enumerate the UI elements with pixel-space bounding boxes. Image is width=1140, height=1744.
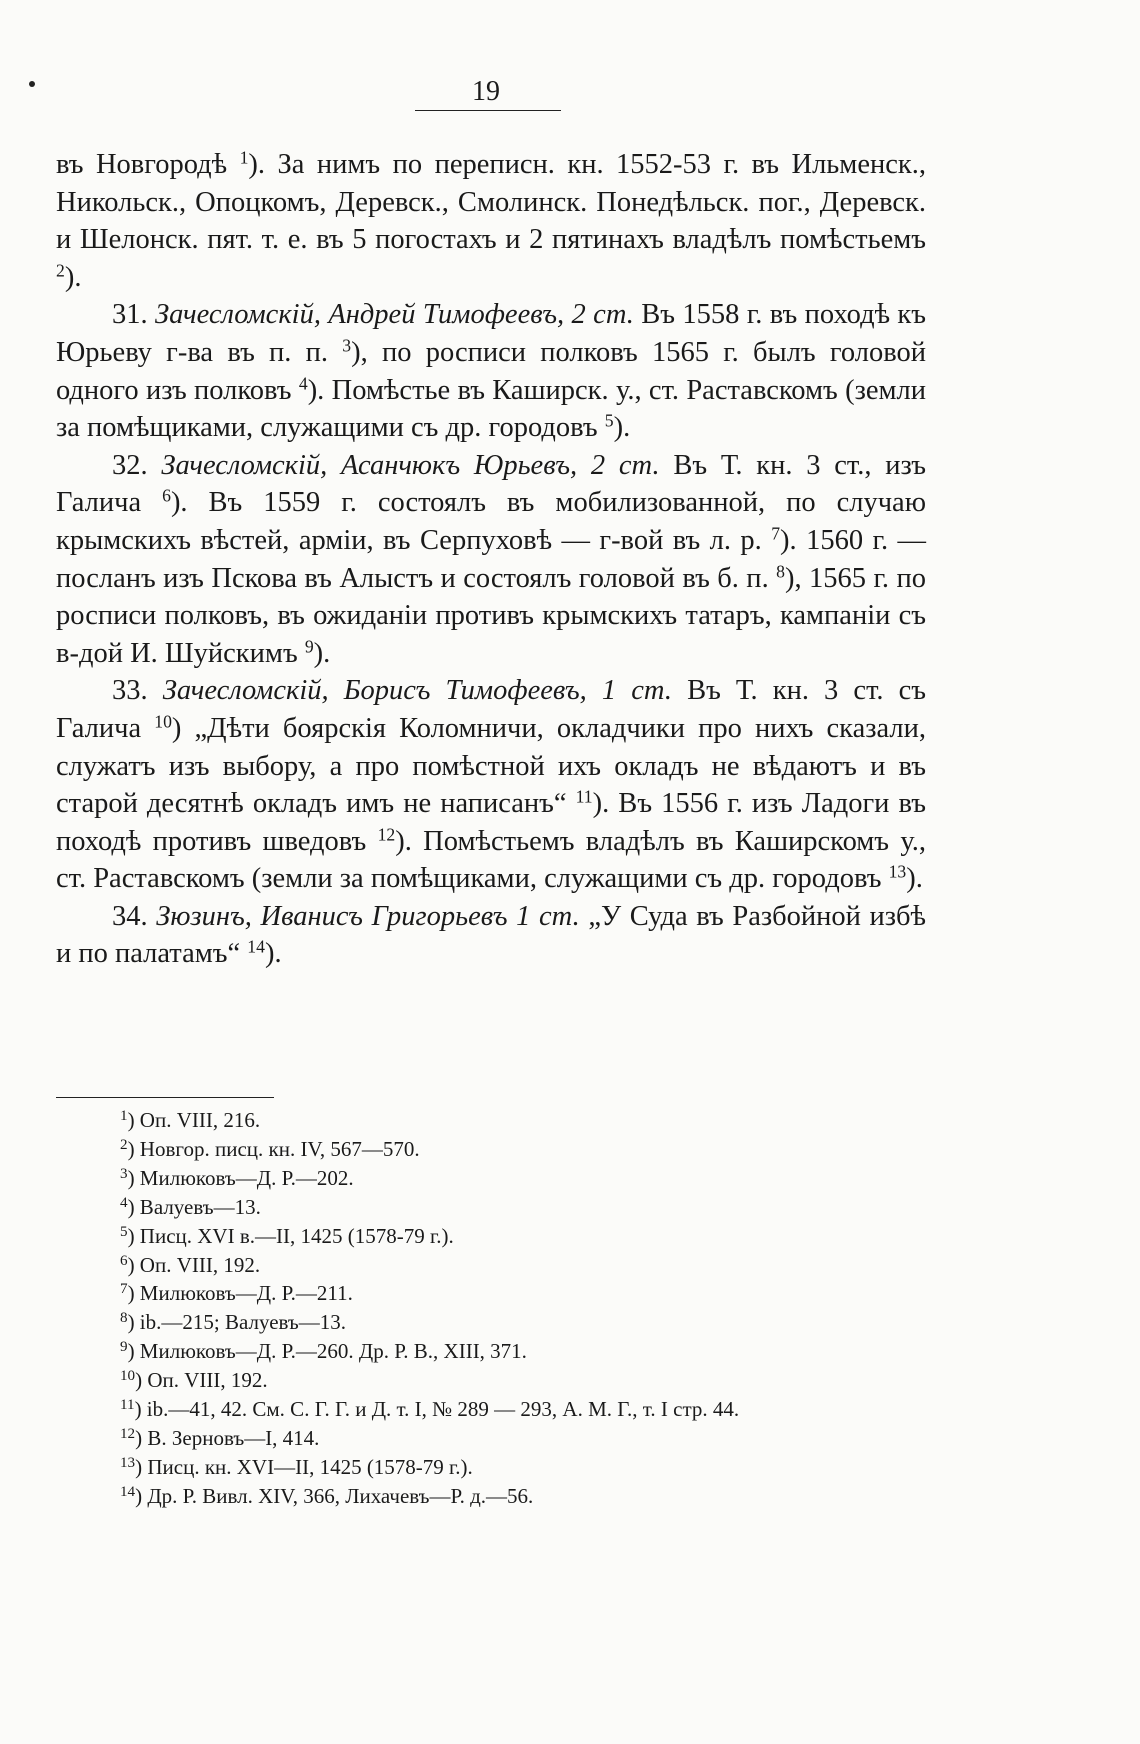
entry-name: Зачесломскій, Асанчюкъ Юрьевъ, 2 ст. [161, 449, 660, 481]
footnote-text: ) ib.—41, 42. См. С. Г. Г. и Д. т. I, № 289 — 293, А. М. Г., т. I стр. 44. [134, 1397, 740, 1422]
text-run: Въ 1558 г. въ походѣ къ Юрьеву г-ва въ п. п. [56, 299, 927, 368]
text-run: Въ Т. кн. 3 ст., изъ Галича [56, 449, 927, 519]
footnote-ref[interactable]: 14 [247, 936, 265, 957]
footnote-text: ) Оп. VIII, 192. [135, 1368, 268, 1393]
footnote-ref[interactable]: 5 [604, 410, 614, 431]
footnote-ref[interactable]: 7 [771, 523, 781, 544]
text-run: ). [313, 637, 331, 669]
footnote-ref[interactable]: 3 [342, 335, 352, 356]
footnote-marker: 2 [120, 1137, 128, 1154]
footnote-text: ) Милюковъ—Д. Р.—260. Др. Р. В., XIII, 371. [127, 1339, 527, 1364]
footnote-1 [56, 1106, 936, 1135]
footnote-5 [56, 1222, 936, 1251]
footnote-ref[interactable]: 2 [56, 260, 65, 281]
footnote-text: ) Др. Р. Вивл. XIV, 366, Лихачевъ—Р. д.—56. [135, 1483, 534, 1508]
footnote-2 [56, 1135, 936, 1164]
main-text [56, 146, 926, 973]
entry-name: Зюзинъ, Иванисъ Григорьевъ 1 ст. [156, 900, 580, 932]
paragraph-continuation [56, 146, 926, 296]
footnote-text: ) Оп. VIII, 192. [127, 1252, 261, 1277]
entry-name: Зачесломскій, Андрей Тимофеевъ, 2 ст. [155, 299, 634, 331]
footnote-text: ) Писц. XVI в.—II, 1425 (1578-79 г.). [127, 1223, 454, 1248]
footnote-text: ) Милюковъ—Д. Р.—211. [127, 1281, 353, 1306]
footnote-text: ) Новгор. писц. кн. IV, 567—570. [127, 1136, 420, 1161]
footnote-ref[interactable]: 8 [776, 560, 785, 581]
footnote-marker: 3 [120, 1166, 128, 1183]
footnote-ref[interactable]: 10 [154, 711, 172, 732]
text-run: ). 1560 г. — посланъ изъ Пскова въ Алыстъ и состоялъ головой въ б. п. [56, 524, 926, 594]
entry-number: 34. [112, 900, 157, 932]
text-run: ). Помѣстьемъ владѣлъ въ Каширскомъ у., ст. Раставскомъ (земли за помѣщиками, служащими съ др. городовъ [56, 825, 926, 895]
entry-number: 32. [112, 449, 162, 481]
footnote-ref[interactable]: 4 [298, 372, 308, 393]
page-number: 19 [472, 76, 500, 107]
footnote-rule [56, 1097, 274, 1098]
text-run: „У Суда въ Разбойной избѣ и по палатамъ“ [56, 900, 927, 970]
text-run: ). [264, 938, 282, 970]
entry-32 [56, 447, 926, 673]
footnote-text: ) В. Зерновъ—I, 414. [135, 1425, 320, 1450]
text-run: ). Въ 1556 г. изъ Ладоги въ походѣ противъ шведовъ [56, 788, 926, 857]
footnote-marker: 6 [120, 1252, 128, 1269]
footnote-marker: 13 [120, 1455, 136, 1472]
footnote-text: ) Валуевъ—13. [127, 1194, 261, 1219]
entry-number: 31. [112, 299, 156, 331]
footnote-marker: 1 [120, 1108, 128, 1125]
footnote-6 [56, 1251, 936, 1280]
text-run: ). За нимъ по переписн. кн. 1552-53 г. въ Ильменск., Никольск., Опоцкомъ, Деревск., Смолинск. Понедѣльск. пог., Деревск. и Шелонск. пят. т. е. въ 5 погостахъ и 2 пятинахъ владѣлъ помѣстьемъ [56, 149, 926, 256]
footnote-marker: 12 [120, 1426, 136, 1443]
footnote-ref[interactable]: 13 [888, 861, 907, 882]
footnote-14 [56, 1482, 936, 1511]
footnote-13 [56, 1453, 936, 1482]
text-run: ), 1565 г. по росписи полковъ, въ ожиданіи противъ крымскихъ татаръ, кампаніи съ в-дой И. Шуйскимъ [56, 562, 926, 669]
footnote-marker: 7 [120, 1281, 128, 1298]
entry-number: 33. [112, 675, 163, 707]
footnote-marker: 14 [120, 1483, 136, 1500]
footnote-marker: 9 [120, 1339, 128, 1356]
footnote-text: ) Писц. кн. XVI—II, 1425 (1578-79 г.). [135, 1454, 473, 1479]
footnote-marker: 4 [120, 1194, 128, 1211]
footnotes [56, 1106, 936, 1511]
footnote-7 [56, 1279, 936, 1308]
text-run: ) „Дѣти боярскія Коломничи, окладчики про нихъ сказали, служатъ изъ выбору, а про помѣстной ихъ окладъ не вѣдаютъ и въ старой десятнѣ окладъ имъ не написанъ“ [56, 712, 927, 820]
footnote-12 [56, 1424, 936, 1453]
text-run: ). Помѣстье въ Каширск. у., ст. Раставскомъ (земли за помѣщиками, служащими съ др. городовъ [56, 374, 926, 444]
entry-name: Зачесломскій, Борисъ Тимофеевъ, 1 ст. [162, 675, 672, 707]
footnote-text: ) Милюковъ—Д. Р.—202. [127, 1165, 354, 1190]
text-run: ). [906, 863, 923, 895]
text-run: ). [613, 412, 631, 444]
footnote-10 [56, 1366, 936, 1395]
text-run: ), по росписи полковъ 1565 г. былъ головой одного изъ полковъ [56, 336, 926, 406]
footnote-3 [56, 1164, 936, 1193]
footnote-text: ) ib.—215; Валуевъ—13. [127, 1310, 347, 1335]
footnote-marker: 8 [120, 1310, 128, 1327]
footnote-11 [56, 1395, 936, 1424]
text-run: въ Новгородѣ [56, 149, 240, 180]
footnote-ref[interactable]: 12 [377, 823, 396, 844]
footnote-marker: 10 [120, 1368, 136, 1385]
text-run: ). [64, 261, 82, 293]
entry-34 [56, 898, 926, 973]
footnote-text: ) Оп. VIII, 216. [127, 1108, 261, 1132]
header-rule [415, 110, 561, 111]
entry-33 [56, 672, 926, 898]
footnote-ref[interactable]: 11 [575, 786, 593, 807]
text-run: ). Въ 1559 г. состоялъ въ мобилизованной, по случаю крымскихъ вѣстей, арміи, въ Серпуховѣ — г-вой въ л. р. [56, 487, 926, 556]
footnote-marker: 11 [120, 1397, 135, 1414]
footnote-ref[interactable]: 1 [239, 147, 249, 168]
entry-31 [56, 296, 926, 446]
footnote-marker: 5 [120, 1223, 128, 1240]
footnote-ref[interactable]: 6 [162, 485, 171, 506]
footnote-ref[interactable]: 9 [304, 636, 314, 657]
footnote-9 [56, 1337, 936, 1366]
footnote-4 [56, 1193, 936, 1222]
footnote-8 [56, 1308, 936, 1337]
text-run: Въ Т. кн. 3 ст. съ Галича [56, 675, 926, 744]
stray-dot-mark [29, 81, 35, 87]
